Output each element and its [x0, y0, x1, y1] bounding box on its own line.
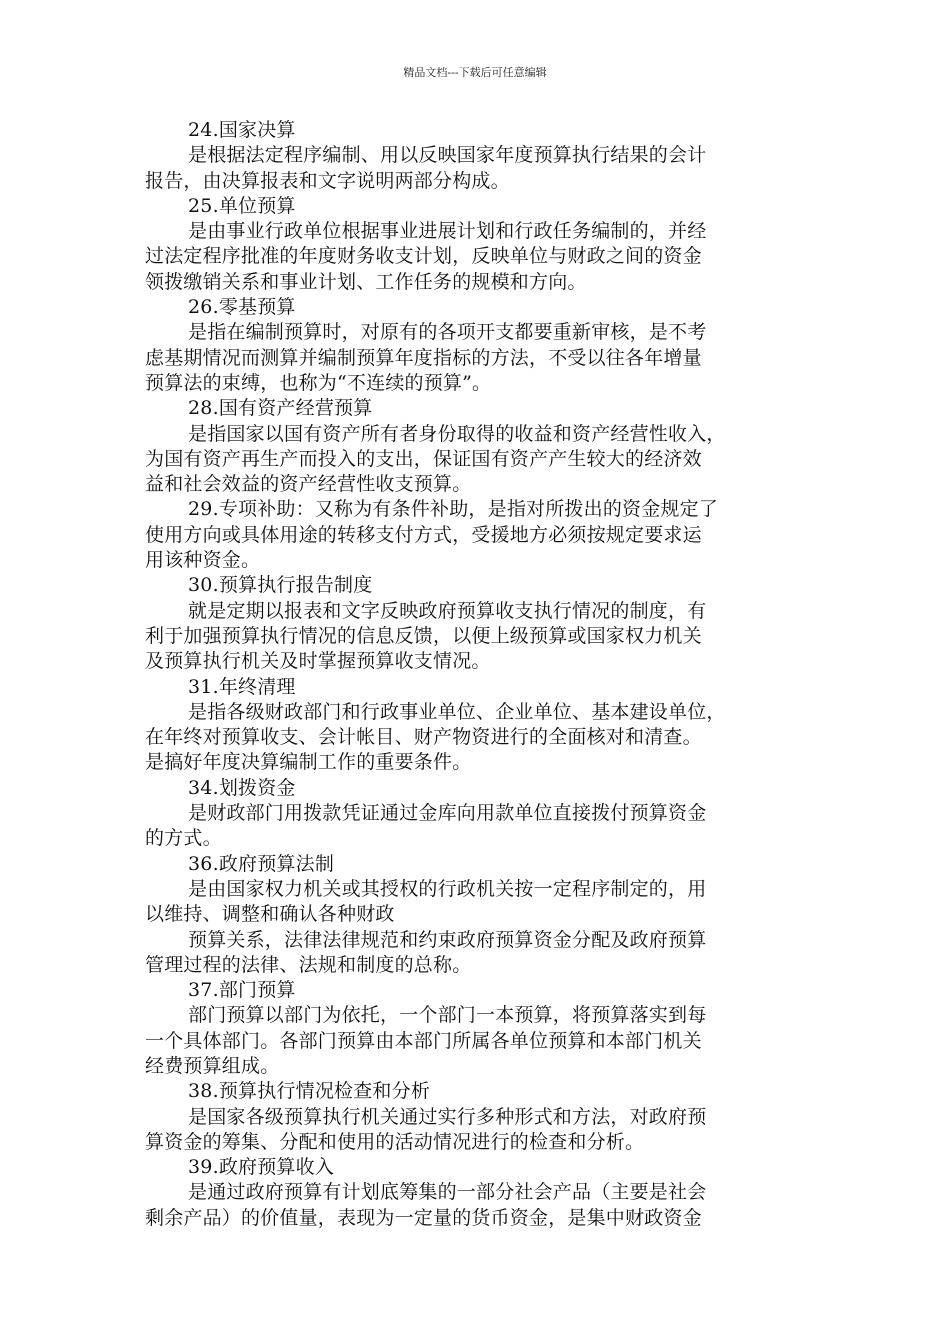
- text-line: 在年终对预算收支、会计帐目、财产物资进行的全面核对和清查。: [145, 726, 702, 749]
- text-line: 31.年终清理: [188, 675, 296, 698]
- text-line: 利于加强预算执行情况的信息反馈，以便上级预算或国家权力机关: [145, 624, 702, 647]
- text-line: 34.划拨资金: [188, 776, 296, 799]
- text-line: 30.预算执行报告制度: [188, 574, 373, 597]
- text-line: 是通过政府预算有计划底筹集的一部分社会产品（主要是社会: [188, 1181, 707, 1204]
- page-header: 精品文档---下载后可任意编辑: [403, 66, 547, 79]
- text-line: 益和社会效益的资产经营性收支预算。: [145, 473, 472, 496]
- text-line: 是由国家权力机关或其授权的行政机关按一定程序制定的，用: [188, 877, 707, 900]
- text-line: 38.预算执行情况检查和分析: [188, 1080, 431, 1103]
- text-line: 以维持、调整和确认各种财政: [145, 903, 395, 926]
- text-line: 部门预算以部门为依托，一个部门一本预算，将预算落实到每: [188, 1004, 707, 1027]
- text-line: 过法定程序批准的年度财务收支计划，反映单位与财政之间的资金: [145, 245, 702, 268]
- text-line: 37.部门预算: [188, 979, 296, 1002]
- text-line: 是指在编制预算时，对原有的各项开支都要重新审核，是不考: [188, 321, 707, 344]
- text-line: 就是定期以报表和文字反映政府预算收支执行情况的制度，有: [188, 599, 707, 622]
- text-line: 36.政府预算法制: [188, 852, 335, 875]
- text-line: 算资金的筹集、分配和使用的活动情况进行的检查和分析。: [145, 1130, 645, 1153]
- text-line: 及预算执行机关及时掌握预算收支情况。: [145, 650, 491, 673]
- text-line: 报告，由决算报表和文字说明两部分构成。: [145, 169, 510, 192]
- text-line: 预算关系，法律法律规范和约束政府预算资金分配及政府预算: [188, 928, 707, 951]
- text-line: 是指国家以国有资产所有者身份取得的收益和资产经营性收入，: [188, 422, 726, 445]
- text-line: 24.国家决算: [188, 119, 296, 141]
- text-line: 是指各级财政部门和行政事业单位、企业单位、基本建设单位，: [188, 700, 726, 723]
- text-line: 25.单位预算: [188, 194, 296, 217]
- text-line: 领拨缴销关系和事业计划、工作任务的规模和方向。: [145, 270, 587, 293]
- text-line: 虑基期情况而测算并编制预算年度指标的方法，不受以往各年增量: [145, 346, 702, 369]
- text-line: 预算法的束缚，也称为“不连续的预算”。: [145, 371, 492, 394]
- text-line: 是根据法定程序编制、用以反映国家年度预算执行结果的会计: [188, 144, 707, 167]
- text-line: 是搞好年度决算编制工作的重要条件。: [145, 751, 472, 774]
- text-line: 一个具体部门。各部门预算由本部门所属各单位预算和本部门机关: [145, 1029, 702, 1052]
- text-line: 为国有资产再生产而投入的支出，保证国有资产产生较大的经济效: [145, 447, 702, 470]
- text-line: 用该种资金。: [145, 549, 261, 572]
- document-body: [145, 118, 825, 1231]
- text-line: 29.专项补助：又称为有条件补助，是指对所拨出的资金规定了: [188, 498, 719, 521]
- text-line: 是财政部门用拨款凭证通过金库向用款单位直接拨付预算资金: [188, 802, 707, 825]
- text-line: 经费预算组成。: [145, 1054, 280, 1077]
- text-line: 28.国有资产经营预算: [188, 397, 373, 420]
- text-line: 管理过程的法律、法规和制度的总称。: [145, 953, 472, 976]
- text-line: 的方式。: [145, 827, 222, 850]
- text-line: 是由事业行政单位根据事业进展计划和行政任务编制的，并经: [188, 220, 707, 243]
- text-line: 剩余产品）的价值量，表现为一定量的货币资金，是集中财政资金: [145, 1206, 702, 1229]
- text-line: 使用方向或具体用途的转移支付方式，受援地方必须按规定要求运: [145, 523, 702, 546]
- text-line: 26.零基预算: [188, 296, 296, 319]
- text-line: 是国家各级预算执行机关通过实行多种形式和方法，对政府预: [188, 1105, 707, 1128]
- text-line: 39.政府预算收入: [188, 1156, 335, 1179]
